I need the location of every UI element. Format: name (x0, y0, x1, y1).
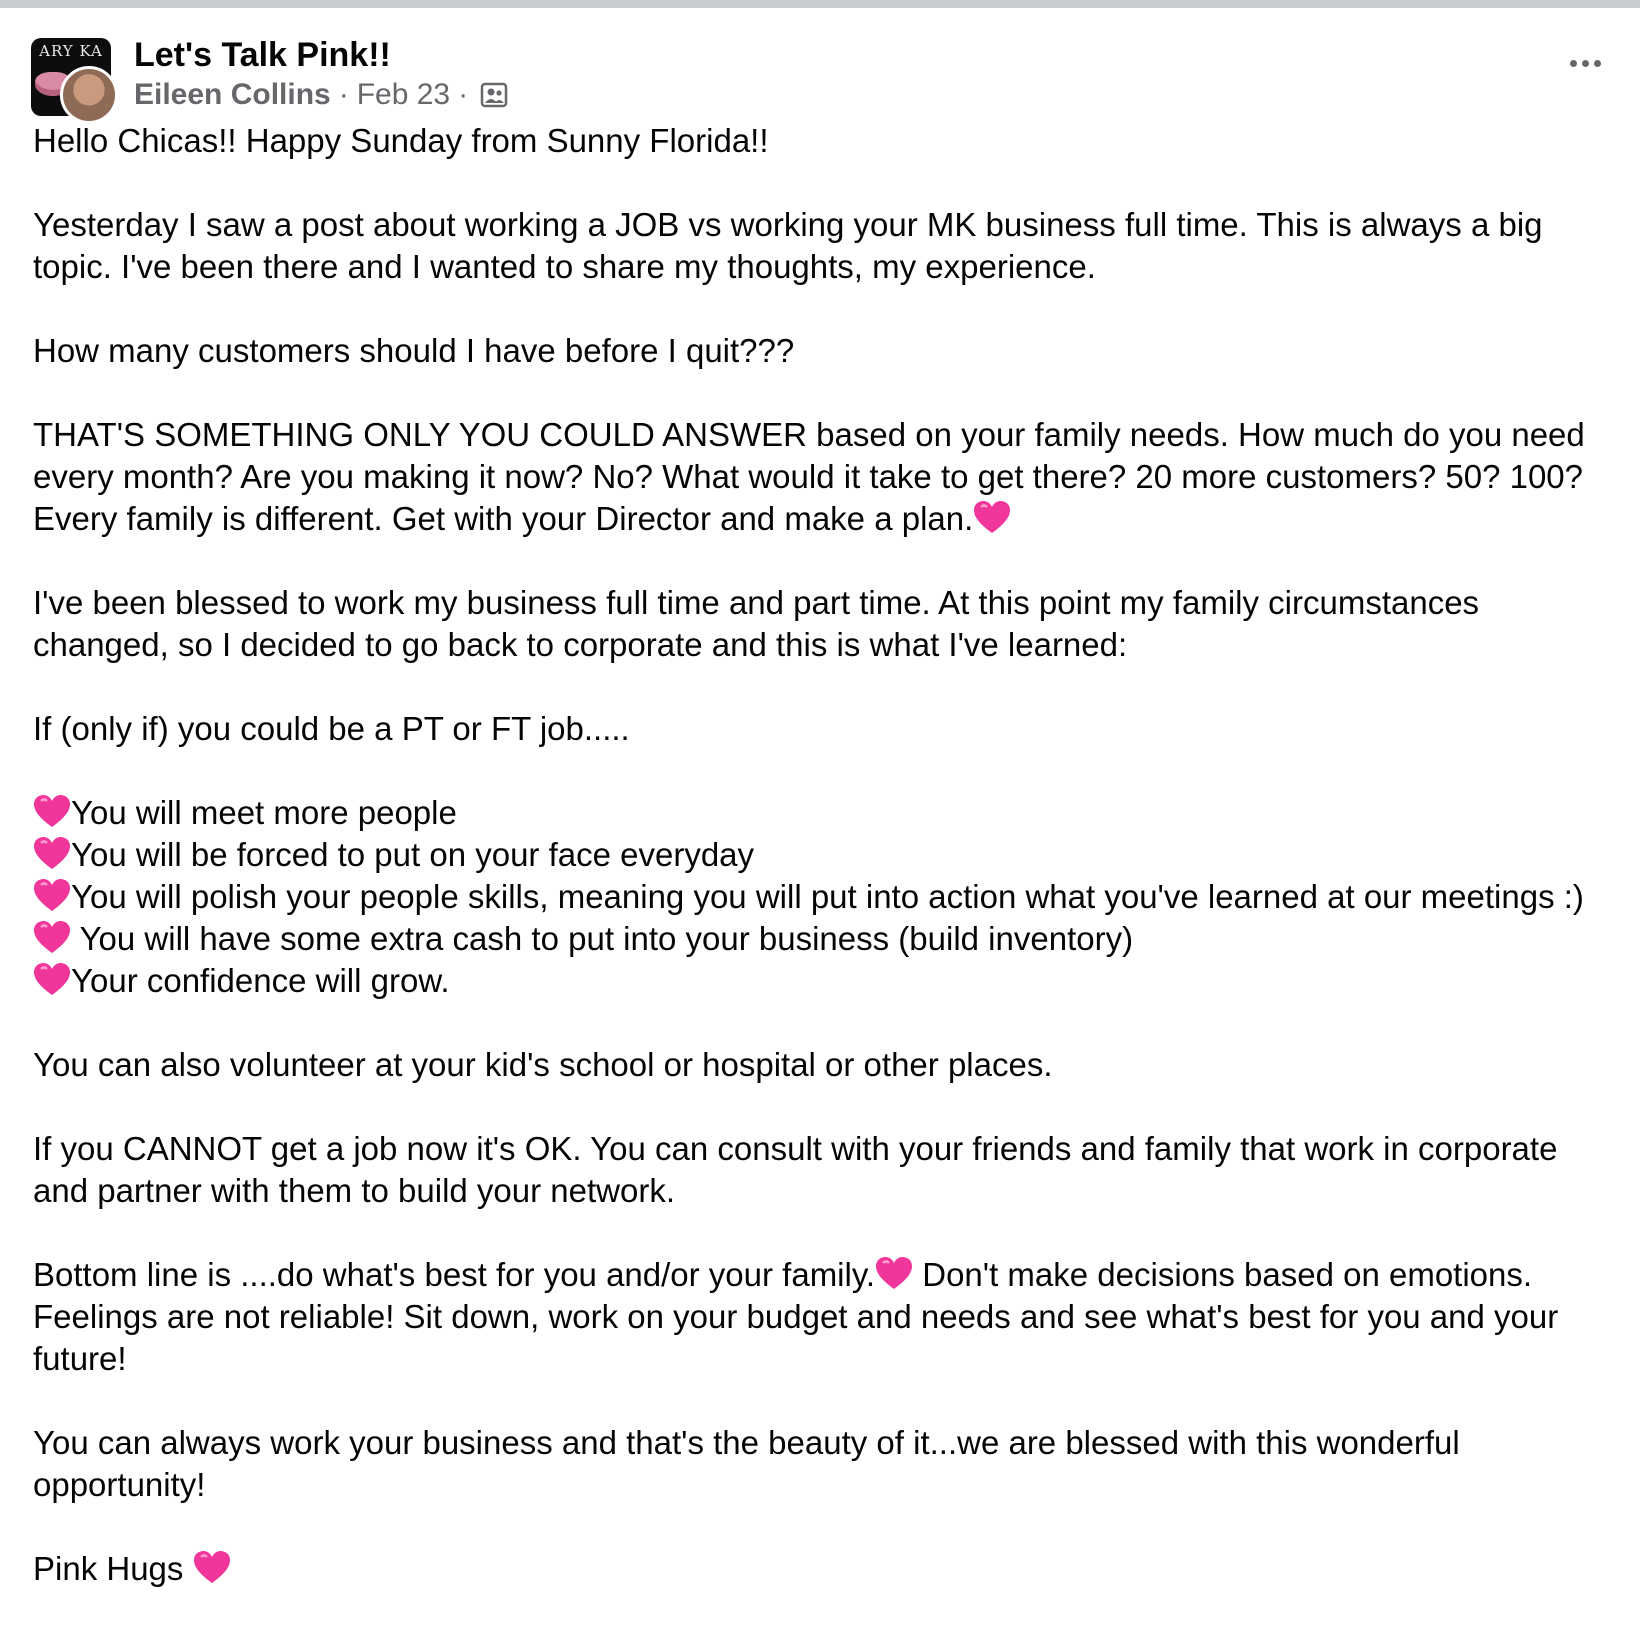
benefits-list (33, 792, 1608, 1002)
paragraph: I've been blessed to work my business full time and part time. At this point my family circumstances changed, so I decided to go back to corporate and this is what I've learned: (33, 584, 1480, 663)
list-item-text: You will have some extra cash to put into your business (build inventory) (71, 920, 1134, 957)
post-body (33, 120, 1608, 1632)
list-item-text: You will polish your people skills, meaning you will put into action what you've learned at our meetings :) (71, 878, 1584, 915)
paragraph: You can also volunteer at your kid's school or hospital or other places. (33, 1046, 1053, 1083)
paragraph (33, 414, 1608, 540)
pink-heart-icon (875, 1256, 913, 1292)
more-options-icon-dot (1594, 60, 1601, 67)
list-item-text: You will be forced to put on your face everyday (71, 836, 755, 873)
paragraph-text: THAT'S SOMETHING ONLY YOU COULD ANSWER based on your family needs. How much do you need every month? Are you making it now? No? What would it take to get there? 20 more customers? 50? 100? Every family is different. Get with your Director and make a plan. (33, 416, 1585, 537)
list-item (33, 960, 1608, 1002)
pink-heart-icon (33, 794, 71, 830)
group-name-link[interactable]: Let's Talk Pink!! (134, 36, 391, 74)
pink-heart-icon (33, 878, 71, 914)
paragraph: How many customers should I have before I quit??? (33, 332, 795, 369)
paragraph: Yesterday I saw a post about working a JOB vs working your MK business full time. This is always a big topic. I've been there and I wanted to share my thoughts, my experience. (33, 206, 1543, 285)
pink-heart-icon (33, 836, 71, 872)
pink-heart-icon (33, 962, 71, 998)
paragraph: If you CANNOT get a job now it's OK. You can consult with your friends and family that work in corporate and partner with them to build your network. (33, 1130, 1558, 1209)
paragraph (33, 1548, 1608, 1590)
author-name-link[interactable]: Eileen Collins (134, 78, 331, 111)
paragraph-text: Don't make decisions based on emotions. Feelings are not reliable! Sit down, work on your budget and needs and see what's best for you and your future! (33, 1256, 1559, 1377)
post-card (0, 8, 1640, 1648)
list-item (33, 834, 1608, 876)
list-item (33, 792, 1608, 834)
group-members-icon (480, 81, 508, 109)
list-item-text: You will meet more people (71, 794, 457, 831)
list-item (33, 876, 1608, 918)
paragraph-text: Bottom line is ....do what's best for you and/or your family. (33, 1256, 876, 1293)
meta-separator: · (338, 78, 349, 111)
pink-heart-icon (33, 920, 71, 956)
more-options-icon (1570, 60, 1577, 67)
paragraph: You can always work your business and that's the beauty of it...we are blessed with this wonderful opportunity! (33, 1424, 1460, 1503)
paragraph: Hello Chicas!! Happy Sunday from Sunny Florida!! (33, 122, 769, 159)
meta-separator: · (458, 78, 469, 111)
list-item (33, 918, 1608, 960)
author-avatar[interactable] (60, 66, 118, 124)
pink-heart-icon (193, 1550, 231, 1586)
sign-off: Pink Hugs (33, 1550, 193, 1587)
post-meta (134, 78, 508, 112)
more-options-icon-dot (1582, 60, 1589, 67)
paragraph (33, 1254, 1608, 1380)
pink-heart-icon (973, 500, 1011, 536)
list-item-text: Your confidence will grow. (71, 962, 450, 999)
more-options-button[interactable] (1560, 48, 1610, 78)
top-divider (0, 0, 1640, 8)
post-date-link[interactable]: Feb 23 (356, 78, 451, 111)
group-avatar-brand: ARY KA (39, 42, 103, 60)
paragraph: If (only if) you could be a PT or FT job..... (33, 710, 630, 747)
